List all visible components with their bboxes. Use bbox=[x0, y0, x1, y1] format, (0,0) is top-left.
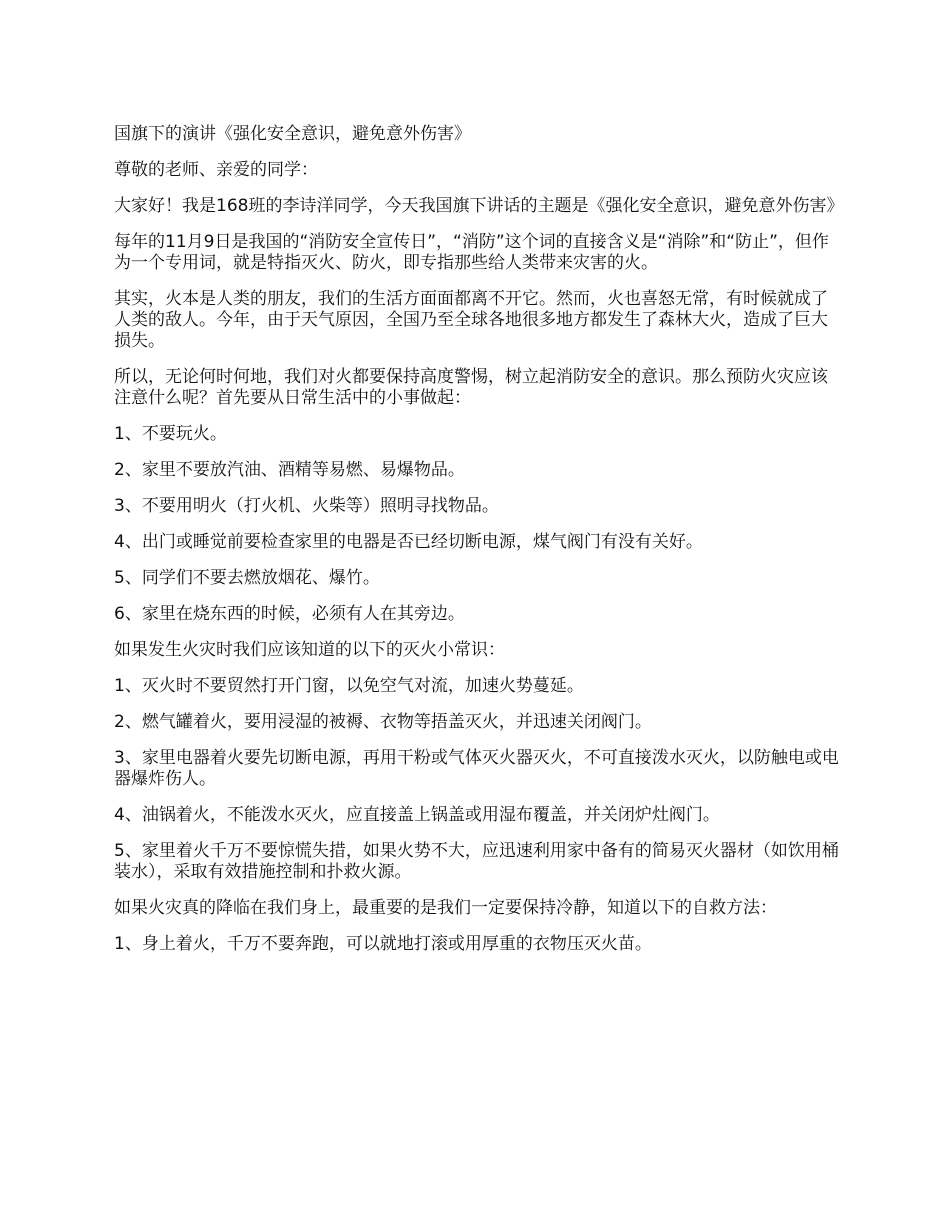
prevention-item: 6、家里在烧东西的时候，必须有人在其旁边。 bbox=[114, 604, 465, 624]
intro-paragraph: 大家好！我是168班的李诗洋同学，今天我国旗下讲话的主题是《强化安全意识，避免意外伤害》 bbox=[114, 196, 844, 216]
body-paragraph: 所以，无论何时何地，我们对火都要保持高度警惕，树立起消防安全的意识。那么预防火灾应该注意什么呢？首先要从日常生活中的小事做起： bbox=[114, 367, 828, 408]
firefighting-item: 1、灭火时不要贸然打开门窗，以免空气对流，加速火势蔓延。 bbox=[114, 676, 584, 696]
selfrescue-item: 1、身上着火，千万不要奔跑，可以就地打滚或用厚重的衣物压灭火苗。 bbox=[114, 934, 652, 954]
firefighting-item: 5、家里着火千万不要惊慌失措，如果火势不大，应迅速利用家中备有的简易灭火器材（如饮用桶装水），采取有效措施控制和扑救火源。 bbox=[114, 841, 839, 882]
firefighting-item: 4、油锅着火，不能泼水灭火，应直接盖上锅盖或用湿布覆盖，并关闭炉灶阀门。 bbox=[114, 805, 720, 825]
document-page bbox=[114, 124, 844, 970]
firefighting-item: 2、燃气罐着火，要用浸湿的被褥、衣物等捂盖灭火，并迅速关闭阀门。 bbox=[114, 712, 652, 732]
firefighting-heading: 如果发生火灾时我们应该知道的以下的灭火小常识： bbox=[114, 640, 505, 660]
prevention-item: 2、家里不要放汽油、酒精等易燃、易爆物品。 bbox=[114, 460, 465, 480]
body-paragraph: 每年的11月9日是我国的“消防安全宣传日”，“消防”这个词的直接含义是“消除”和“防止”，但作为一个专用词，就是特指灭火、防火，即专指那些给人类带来灾害的火。 bbox=[114, 232, 829, 273]
greeting: 尊敬的老师、亲爱的同学： bbox=[114, 160, 318, 180]
body-paragraph: 其实，火本是人类的朋友，我们的生活方面面都离不开它。然而，火也喜怒无常，有时候就成了人类的敌人。今年，由于天气原因，全国乃至全球各地很多地方都发生了森林大火，造成了巨大损失。 bbox=[114, 289, 828, 351]
document-title: 国旗下的演讲《强化安全意识，避免意外伤害》 bbox=[114, 124, 471, 144]
selfrescue-heading: 如果火灾真的降临在我们身上，最重要的是我们一定要保持冷静，知道以下的自救方法： bbox=[114, 898, 777, 918]
prevention-item: 3、不要用明火（打火机、火柴等）照明寻找物品。 bbox=[114, 496, 499, 516]
prevention-item: 4、出门或睡觉前要检查家里的电器是否已经切断电源，煤气阀门有没有关好。 bbox=[114, 532, 703, 552]
prevention-item: 5、同学们不要去燃放烟花、爆竹。 bbox=[114, 568, 380, 588]
prevention-item: 1、不要玩火。 bbox=[114, 424, 227, 444]
firefighting-item: 3、家里电器着火要先切断电源，再用干粉或气体灭火器灭火，不可直接泼水灭火，以防触电或电器爆炸伤人。 bbox=[114, 748, 839, 789]
